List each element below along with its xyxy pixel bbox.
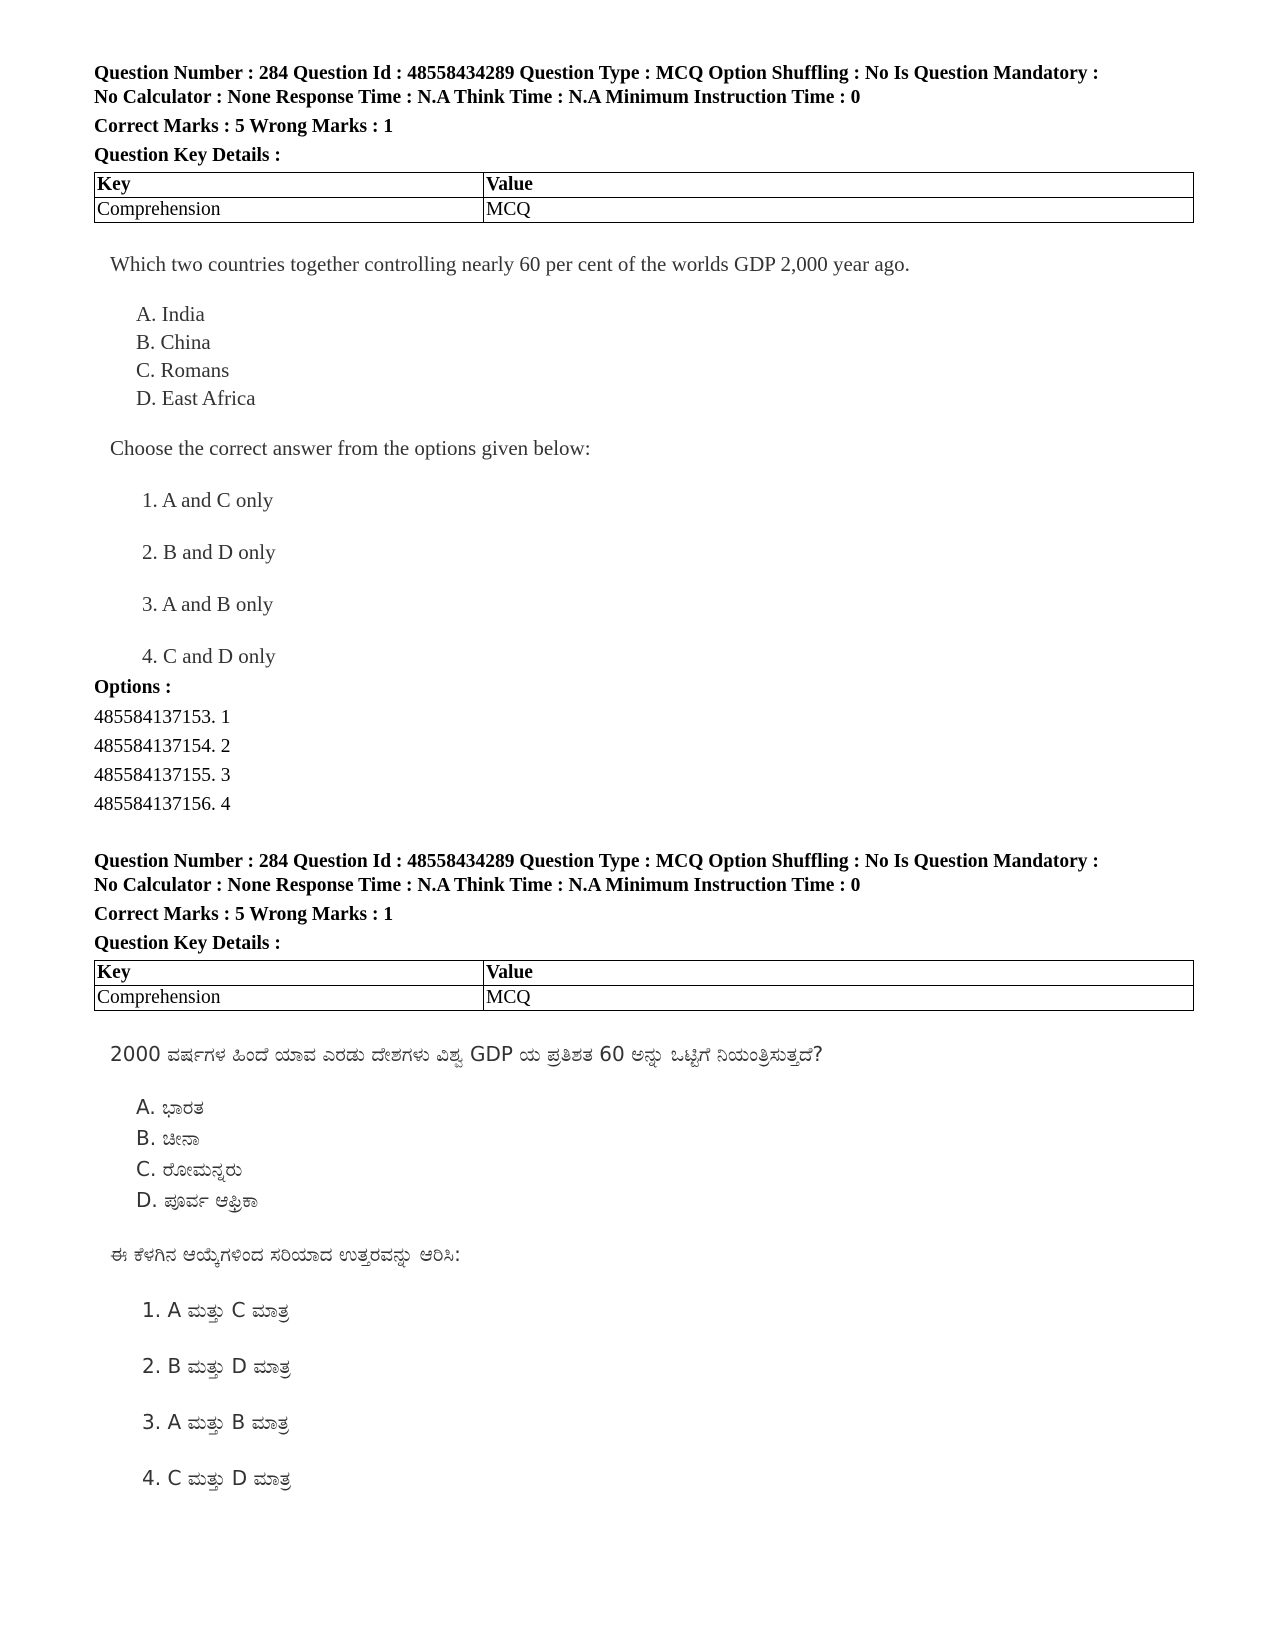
answer-choice: 1. A ಮತ್ತು C ಮಾತ್ರ [142,1298,290,1322]
question-text: 2000 ವರ್ಷಗಳ ಹಿಂದೆ ಯಾವ ಎರಡು ದೇಶಗಳು ವಿಶ್ವ GDP ಯ ಪ್ರತಿಶತ 60 ಅನ್ನು ಒಟ್ಟಿಗೆ ನಿಯಂತ್ರಿಸುತ್ತದೆ? [110,1042,824,1066]
options-section [94,676,1194,819]
answer-choice: 1. A and C only [142,488,274,512]
list-item: C. ರೋಮನ್ನರು [136,1157,243,1181]
question-header-1 [94,62,1194,223]
header-value: Value [484,961,1194,986]
meta-line-1: Question Number : 284 Question Id : 48558434289 Question Type : MCQ Option Shuffling : No Is Question Mandatory : [94,63,1099,84]
question-text: Which two countries together controlling nearly 60 per cent of the worlds GDP 2,000 year ago. [110,252,910,276]
option-item: 485584137154. 2 [94,736,231,757]
key-details-label: Question Key Details : [94,933,281,954]
answer-choice: 3. A and B only [142,592,274,616]
option-item: 485584137155. 3 [94,765,231,786]
row-value: MCQ [484,198,1194,223]
key-details-table [94,960,1194,1011]
list-item: B. China [136,330,211,354]
answer-choice: 2. B and D only [142,540,276,564]
list-item: B. ಚೀನಾ [136,1126,200,1150]
meta-line-2: No Calculator : None Response Time : N.A Think Time : N.A Minimum Instruction Time : 0 [94,87,861,108]
marks-line: Correct Marks : 5 Wrong Marks : 1 [94,116,394,137]
answer-list [110,486,1190,670]
item-list [110,300,1190,412]
option-item: 485584137153. 1 [94,707,231,728]
answer-list [110,1296,1190,1492]
question-image-kannada [110,1040,1190,1492]
instruction-text: Choose the correct answer from the options given below: [110,436,591,460]
header-key: Key [95,961,484,986]
key-details-table [94,172,1194,223]
question-header-2 [94,850,1194,1011]
item-list [110,1092,1190,1216]
option-item: 485584137156. 4 [94,794,231,815]
header-value: Value [484,173,1194,198]
row-value: MCQ [484,986,1194,1011]
meta-line-2: No Calculator : None Response Time : N.A Think Time : N.A Minimum Instruction Time : 0 [94,875,861,896]
key-details-label: Question Key Details : [94,145,281,166]
table-header-row [95,961,1194,986]
table-row [95,198,1194,223]
table-header-row [95,173,1194,198]
list-item: D. ಪೂರ್ವ ಆಫ್ರಿಕಾ [136,1188,259,1212]
answer-choice: 3. A ಮತ್ತು B ಮಾತ್ರ [142,1410,290,1434]
row-key: Comprehension [95,986,484,1011]
list-item: A. India [136,302,205,326]
list-item: A. ಭಾರತ [136,1095,204,1119]
options-label: Options : [94,677,172,698]
row-key: Comprehension [95,198,484,223]
marks-line: Correct Marks : 5 Wrong Marks : 1 [94,904,394,925]
instruction-text: ಈ ಕೆಳಗಿನ ಆಯ್ಕೆಗಳಿಂದ ಸರಿಯಾದ ಉತ್ತರವನ್ನು ಆರಿಸಿ: [110,1242,461,1266]
question-meta [94,62,1194,110]
meta-line-1: Question Number : 284 Question Id : 48558434289 Question Type : MCQ Option Shuffling : No Is Question Mandatory : [94,851,1099,872]
list-item: D. East Africa [136,386,256,410]
answer-choice: 2. B ಮತ್ತು D ಮಾತ್ರ [142,1354,291,1378]
question-image-english [110,250,1190,670]
question-meta [94,850,1194,898]
table-row [95,986,1194,1011]
list-item: C. Romans [136,358,230,382]
answer-choice: 4. C and D only [142,644,276,668]
answer-choice: 4. C ಮತ್ತು D ಮಾತ್ರ [142,1466,292,1490]
header-key: Key [95,173,484,198]
